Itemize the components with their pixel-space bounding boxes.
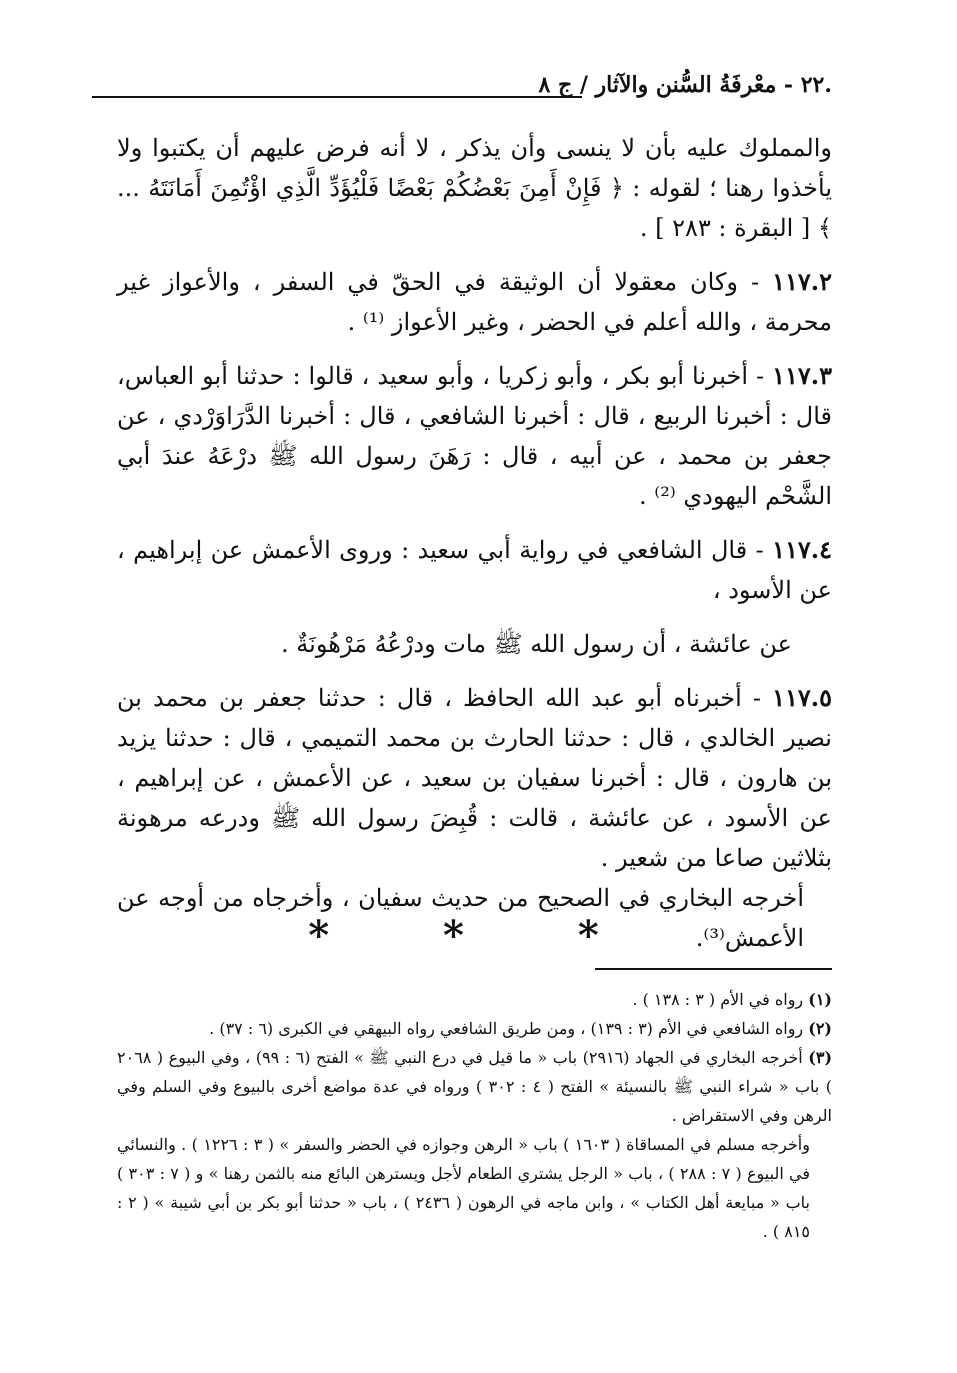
footnote-text: رواه في الأم ( ٣ : ١٣٨ ) .	[632, 990, 809, 1009]
paragraph-text: - أخبرنا أبو بكر ، وأبو زكريا ، وأبو سعيد ، قالوا : حدثنا أبو العباس، قال : أخبرنا الربيع ، قال : أخبرنا الشافعي ، قال : أخبرنا الدَّرَاوَرْدي ، عن جعفر بن محمد ، عن أبيه ، قال : رَهَنَ رسول الله ﷺ درْعَهُ عندَ أبي الشَّحْم اليهودي ⁽²⁾ .	[117, 362, 832, 510]
hadith-number: ١١٧.٤	[772, 535, 832, 564]
hadith-number: ١١٧.٣	[772, 361, 832, 390]
footnote-3-continuation: وأخرجه مسلم في المساقاة ( ١٦٠٣ ) باب « الرهن وجوازه في الحضر والسفر » ( ٣ : ١٢٢٦ ) . والنسائي في البيوع ( ٧ : ٢٨٨ ) ، باب « الرجل يشتري الطعام لأجل ويسترهن البائع منه بالثمن رهنا » و ( ٧ : ٣٠٣ ) باب « مبايعة أهل الكتاب » ، وابن ماجه في الرهون ( ٢٤٣٦ ) ، باب « حدثنا أبو بكر بن أبي شيبة » ( ٢ : ٨١٥ ) .	[117, 1135, 811, 1241]
footnote-number: (٢)	[808, 1019, 832, 1038]
paragraph-text: - وكان معقولا أن الوثيقة في الحقّ في السفر ، والأعواز غير محرمة ، والله أعلم في الحضر ، وغير الأعواز ⁽¹⁾ .	[117, 268, 832, 336]
paragraph-1: والمملوك عليه بأن لا ينسى وأن يذكر ، لا أنه فرض عليهم أن يكتبوا ولا يأخذوا رهنا ؛ لقوله : ﴿ فَإِنْ أَمِنَ بَعْضُكُمْ بَعْضًا فَلْيُؤَدِّ الَّذِي اؤْتُمِنَ أَمَانَتَهُ ... ﴾ [ البقرة : ٢٨٣ ] .	[117, 134, 832, 242]
footnote-number: (١)	[808, 990, 832, 1009]
footnote-number: (٣)	[808, 1048, 833, 1067]
hadith-matn: عن عائشة ، أن رسول الله ﷺ مات ودرْعُهُ مَرْهُونَةٌ .	[281, 630, 792, 658]
running-title: .٢٢ - معْرفَةُ السُّنن والآثار / ج ٨	[538, 72, 832, 98]
footnote-1	[117, 985, 832, 1014]
paragraph-text: - قال الشافعي في رواية أبي سعيد : وروى الأعمش عن إبراهيم ، عن الأسود ،	[117, 536, 832, 604]
main-text	[117, 128, 832, 958]
hadith-number: ١١٧.٥	[772, 683, 832, 712]
footnote-3	[117, 1043, 832, 1130]
footnotes	[117, 985, 832, 1246]
section-separator-stars: * * *	[308, 912, 649, 959]
footnote-rule	[595, 968, 832, 970]
footnote-text: رواه الشافعي في الأم (٣ : ١٣٩) ، ومن طريق الشافعي رواه البيهقي في الكبرى (٦ : ٣٧) .	[209, 1019, 809, 1038]
takhrij-line: أخرجه البخاري في الصحيح من حديث سفيان ، وأخرجاه من أوجه عن الأعمش⁽³⁾.	[117, 884, 804, 952]
paragraph-text: - أخبرناه أبو عبد الله الحافظ ، قال : حدثنا جعفر بن محمد بن نصير الخالدي ، قال : حدثنا الحارث بن محمد التميمي ، قال : حدثنا يزيد بن هارون ، قال : أخبرنا سفيان بن سعيد ، عن الأعمش ، عن إبراهيم ، عن الأسود ، عن عائشة ، قالت : قُبِضَ رسول الله ﷺ ودرعه مرهونة بثلاثين صاعا من شعير .	[117, 684, 832, 872]
footnote-2	[117, 1014, 832, 1043]
footnote-text: أخرجه البخاري في الجهاد (٢٩١٦) باب « ما قيل في درع النبي ﷺ » الفتح (٦ : ٩٩) ، وفي البيوع ( ٢٠٦٨ ) باب « شراء النبي ﷺ بالنسيئة » الفتح ( ٤ : ٣٠٢ ) ورواه في عدة مواضع أخرى بالبيوع وفي السلم وفي الرهن وفي الاستقراض .	[117, 1048, 833, 1125]
paragraph-117-3	[117, 356, 832, 516]
header-rule	[92, 96, 582, 98]
page-header	[92, 72, 832, 112]
paragraph-117-5	[117, 678, 832, 878]
paragraph-117-4	[117, 530, 832, 610]
hadith-number: ١١٧.٢	[772, 267, 832, 296]
paragraph-117-2	[117, 262, 832, 342]
